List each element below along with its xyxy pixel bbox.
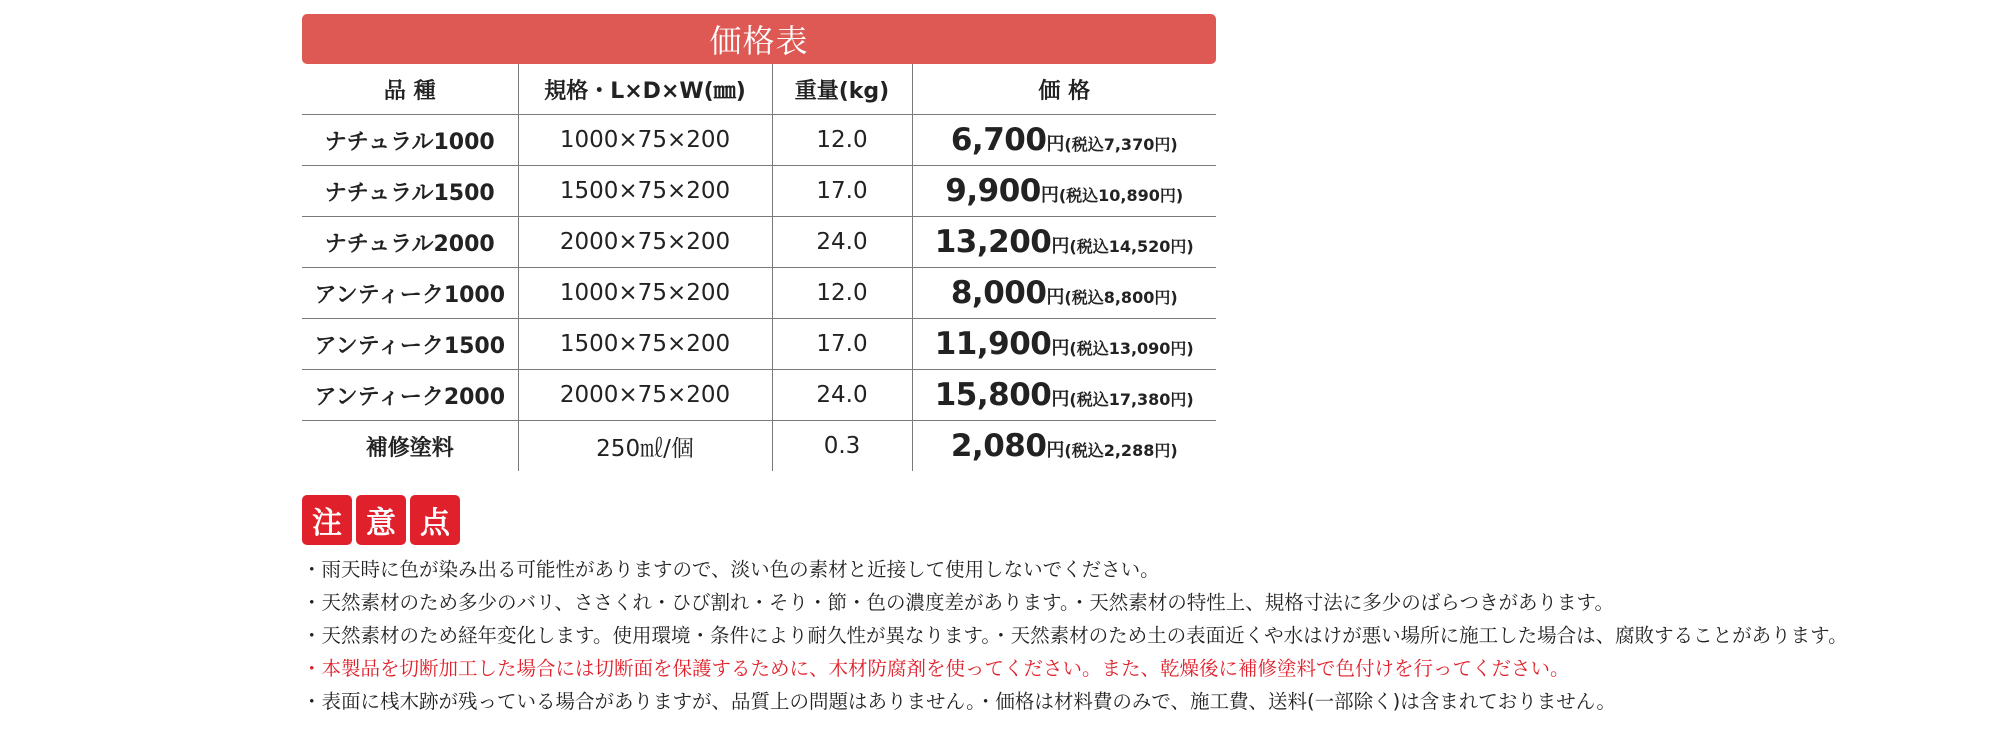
product-name: ナチュラル2000 bbox=[302, 217, 518, 268]
price-yen: 円 bbox=[1040, 185, 1059, 206]
note-item: ・天然素材のため経年変化します。使用環境・条件により耐久性が異なります。・天然素材のため土の表面近くや水はけが悪い場所に施工した場合は、腐敗することがあります。 bbox=[302, 624, 1848, 647]
price-value: 15,800 bbox=[934, 377, 1052, 413]
note-item: ・雨天時に色が染み出る可能性がありますので、淡い色の素材と近接して使用しないでください。 bbox=[302, 558, 1160, 581]
product-spec: 1500×75×200 bbox=[518, 319, 772, 370]
note-item: ・表面に桟木跡が残っている場合がありますが、品質上の問題はありません。・価格は材料費のみで、施工費、送料(一部除く)は含まれておりません。 bbox=[302, 690, 1616, 713]
product-name: アンティーク1500 bbox=[302, 319, 518, 370]
price-yen: 円 bbox=[1051, 236, 1070, 257]
note-item: ・天然素材のため多少のバリ、ささくれ・ひび割れ・そり・節・色の濃度差があります。・天然素材の特性上、規格寸法に多少のばらつきがあります。 bbox=[302, 591, 1614, 614]
price-table bbox=[302, 64, 1216, 471]
product-weight: 17.0 bbox=[772, 166, 912, 217]
product-price bbox=[912, 268, 1216, 319]
product-name: アンティーク2000 bbox=[302, 370, 518, 421]
column-header-product: 品 種 bbox=[302, 64, 518, 115]
product-weight: 17.0 bbox=[772, 319, 912, 370]
price-yen: 円 bbox=[1051, 338, 1070, 359]
product-spec: 2000×75×200 bbox=[518, 217, 772, 268]
product-name: ナチュラル1000 bbox=[302, 115, 518, 166]
price-value: 2,080 bbox=[950, 428, 1047, 464]
table-row bbox=[302, 115, 1216, 166]
product-spec: 1500×75×200 bbox=[518, 166, 772, 217]
price-tax-included: (税込8,800円) bbox=[1064, 288, 1178, 307]
price-tax-included: (税込7,370円) bbox=[1064, 135, 1178, 154]
note-item-warning: ・本製品を切断加工した場合には切断面を保護するために、木材防腐剤を使ってください。また、乾燥後に補修塗料で色付けを行ってください。 bbox=[302, 657, 1570, 680]
product-price bbox=[912, 370, 1216, 421]
price-tax-included: (税込17,380円) bbox=[1069, 390, 1194, 409]
product-spec: 1000×75×200 bbox=[518, 115, 772, 166]
table-header-row bbox=[302, 64, 1216, 115]
product-spec: 1000×75×200 bbox=[518, 268, 772, 319]
product-price bbox=[912, 166, 1216, 217]
price-value: 13,200 bbox=[934, 224, 1052, 260]
price-tax-included: (税込2,288円) bbox=[1064, 441, 1178, 460]
price-yen: 円 bbox=[1046, 134, 1065, 155]
product-spec: 2000×75×200 bbox=[518, 370, 772, 421]
product-weight: 24.0 bbox=[772, 217, 912, 268]
product-price bbox=[912, 217, 1216, 268]
price-tax-included: (税込13,090円) bbox=[1069, 339, 1194, 358]
price-yen: 円 bbox=[1051, 389, 1070, 410]
price-value: 6,700 bbox=[950, 122, 1047, 158]
column-header-weight: 重量(kg) bbox=[772, 64, 912, 115]
notes-list bbox=[302, 553, 1992, 718]
price-value: 11,900 bbox=[934, 326, 1052, 362]
price-tax-included: (税込10,890円) bbox=[1058, 186, 1184, 205]
product-price bbox=[912, 319, 1216, 370]
product-name: 補修塗料 bbox=[365, 435, 454, 461]
table-row bbox=[302, 166, 1216, 217]
table-row bbox=[302, 370, 1216, 421]
column-header-spec: 規格・L×D×W(㎜) bbox=[518, 64, 772, 115]
table-row bbox=[302, 319, 1216, 370]
product-weight: 12.0 bbox=[772, 268, 912, 319]
column-header-price: 価 格 bbox=[912, 64, 1216, 115]
price-value: 9,900 bbox=[945, 173, 1041, 209]
product-weight: 0.3 bbox=[772, 421, 912, 472]
product-spec: 250㎖/個 bbox=[518, 421, 772, 472]
notes-heading-char: 注 bbox=[302, 495, 352, 545]
notes-heading-char: 点 bbox=[410, 495, 460, 545]
notes-heading bbox=[302, 495, 1992, 545]
price-tax-included: (税込14,520円) bbox=[1069, 237, 1194, 256]
product-weight: 12.0 bbox=[772, 115, 912, 166]
product-price bbox=[912, 115, 1216, 166]
table-row bbox=[302, 217, 1216, 268]
product-name: ナチュラル1500 bbox=[302, 166, 518, 217]
product-price bbox=[912, 421, 1216, 472]
product-name: アンティーク1000 bbox=[302, 268, 518, 319]
price-yen: 円 bbox=[1046, 440, 1065, 461]
notes-heading-char: 意 bbox=[356, 495, 406, 545]
table-row bbox=[302, 421, 1216, 472]
price-table-title: 価格表 bbox=[302, 14, 1216, 64]
product-weight: 24.0 bbox=[772, 370, 912, 421]
price-yen: 円 bbox=[1046, 287, 1065, 308]
table-row bbox=[302, 268, 1216, 319]
price-list bbox=[302, 14, 1992, 718]
price-value: 8,000 bbox=[950, 275, 1047, 311]
